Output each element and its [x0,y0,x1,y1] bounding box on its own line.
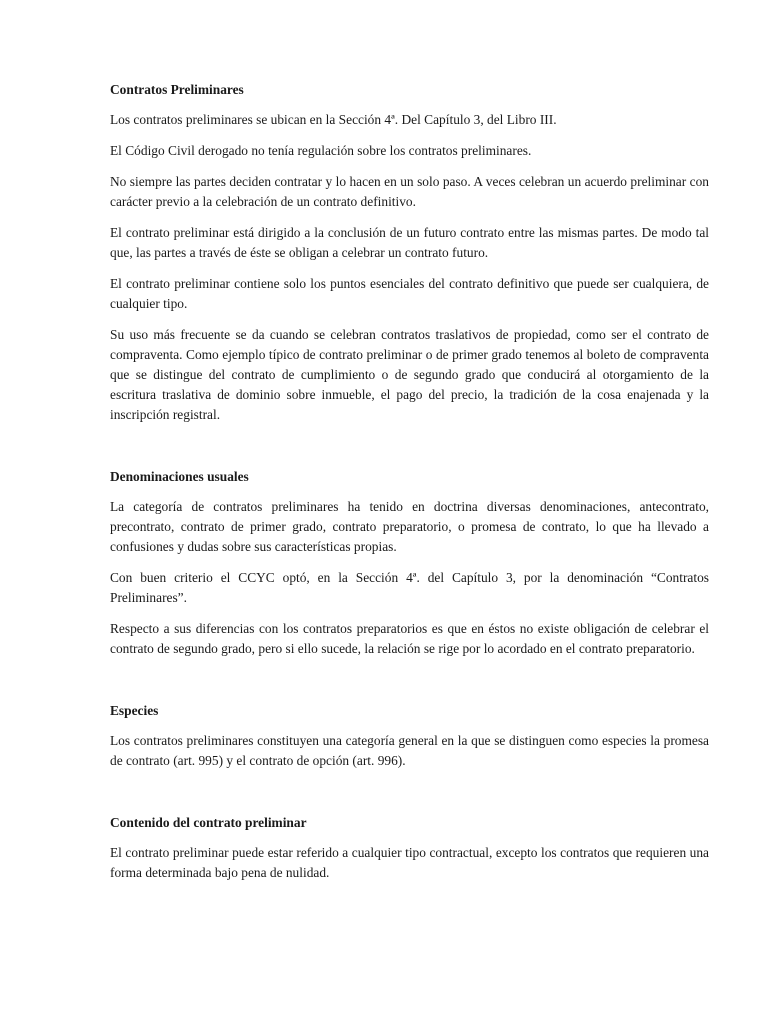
paragraph: Con buen criterio el CCYC optó, en la Sección 4ª. del Capítulo 3, por la denominación “Contratos Preliminares”. [110,570,709,605]
document-page [110,80,709,894]
paragraph: No siempre las partes deciden contratar y lo hacen en un solo paso. A veces celebran un acuerdo preliminar con carácter previo a la celebración de un contrato definitivo. [110,174,709,209]
section-heading: Especies [110,703,159,718]
section-especies [110,701,709,771]
paragraph: Los contratos preliminares constituyen una categoría general en la que se distinguen como especies la promesa de contrato (art. 995) y el contrato de opción (art. 996). [110,733,709,768]
section-spacer [110,782,709,813]
paragraph: El contrato preliminar puede estar referido a cualquier tipo contractual, excepto los contratos que requieren una forma determinada bajo pena de nulidad. [110,845,709,880]
paragraph: La categoría de contratos preliminares ha tenido en doctrina diversas denominaciones, antecontrato, precontrato, contrato de primer grado, contrato preparatorio, o promesa de contrato, lo que ha llevado a confusiones y dudas sobre sus características propias. [110,499,709,554]
section-heading: Contratos Preliminares [110,82,244,97]
section-denominaciones-usuales [110,467,709,659]
paragraph: El contrato preliminar contiene solo los puntos esenciales del contrato definitivo que puede ser cualquiera, de cualquier tipo. [110,276,709,311]
paragraph: El Código Civil derogado no tenía regulación sobre los contratos preliminares. [110,143,532,158]
section-contratos-preliminares [110,80,709,425]
section-spacer [110,436,709,467]
paragraph: Respecto a sus diferencias con los contratos preparatorios es que en éstos no existe obligación de celebrar el contrato de segundo grado, pero si ello sucede, la relación se rige por lo acordado en el contrato preparatorio. [110,621,709,656]
section-heading: Contenido del contrato preliminar [110,815,307,830]
paragraph: Su uso más frecuente se da cuando se celebran contratos traslativos de propiedad, como ser el contrato de compraventa. Como ejemplo típico de contrato preliminar o de primer grado tenemos al boleto de compraventa que se distingue del contrato de cumplimiento o de segundo grado que conducirá al otorgamiento de la escritura traslativa de dominio sobre inmueble, el pago del precio, la tradición de la cosa enajenada y la inscripción registral. [110,327,709,422]
paragraph: El contrato preliminar está dirigido a la conclusión de un futuro contrato entre las mismas partes. De modo tal que, las partes a través de éste se obligan a celebrar un contrato futuro. [110,225,709,260]
section-spacer [110,670,709,701]
section-heading: Denominaciones usuales [110,469,249,484]
section-contenido-contrato-preliminar [110,813,709,883]
paragraph: Los contratos preliminares se ubican en la Sección 4ª. Del Capítulo 3, del Libro III. [110,112,557,127]
